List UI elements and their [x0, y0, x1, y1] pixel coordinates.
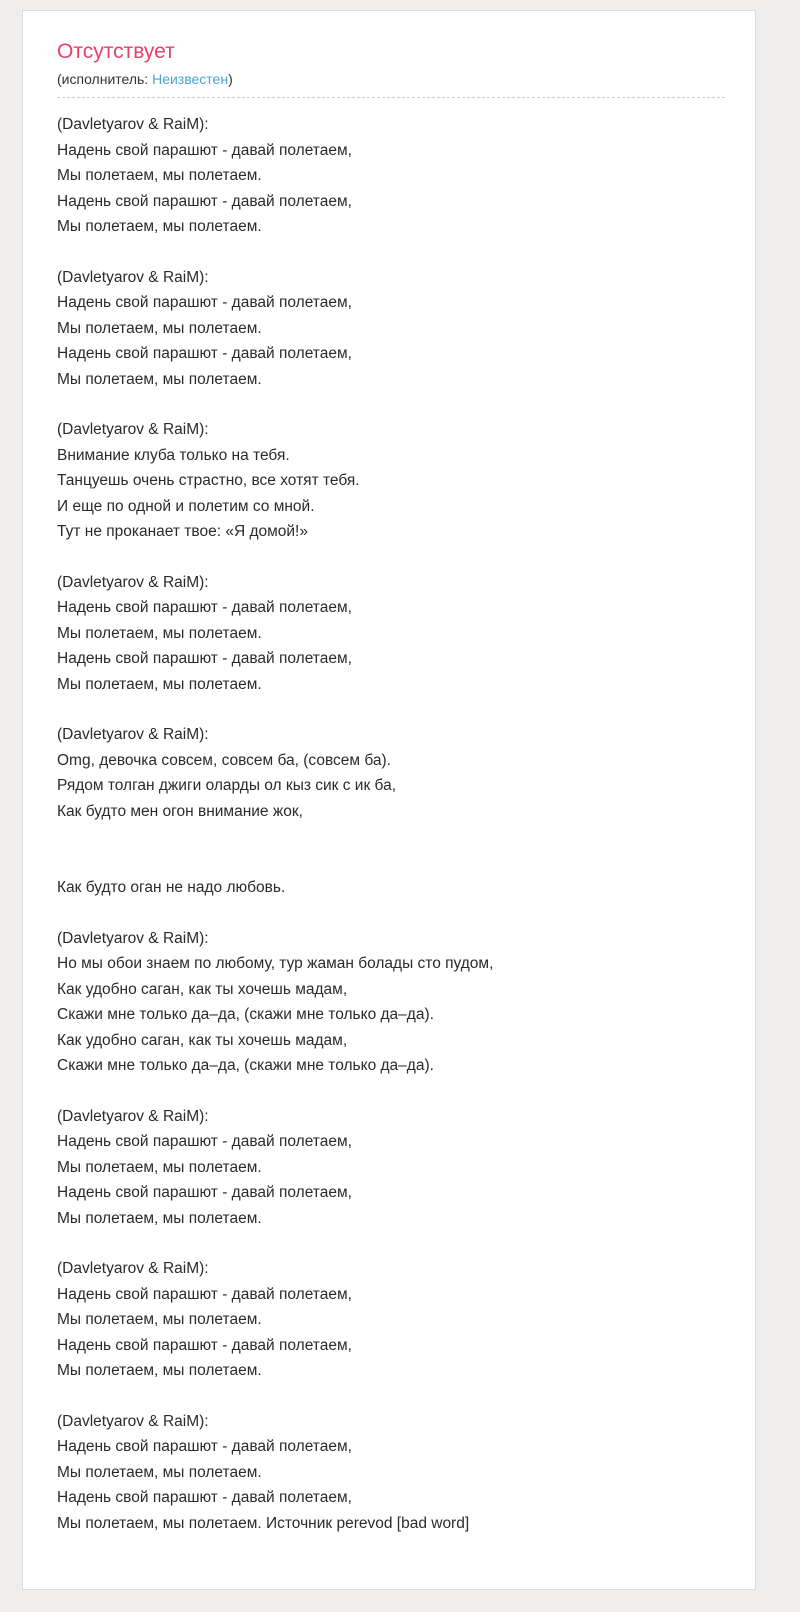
lyrics-line: (Davletyarov & RaiM):	[57, 573, 209, 591]
page-title: Отсутствует	[57, 40, 175, 63]
lyrics-line	[57, 850, 725, 876]
lyrics-block	[57, 417, 725, 545]
lyrics-line: Надень свой парашют - давай полетаем,	[57, 1184, 352, 1201]
lyrics-line: Скажи мне только да–да, (скажи мне только да–да).	[57, 1057, 434, 1074]
lyrics-line: Мы полетаем, мы полетаем.	[57, 1463, 262, 1481]
lyrics-line: Omg, девочка совсем, совсем ба, (совсем ба).	[57, 751, 391, 769]
lyrics-block	[57, 1409, 725, 1537]
artist-line	[57, 71, 725, 98]
lyrics-line: Мы полетаем, мы полетаем.	[57, 319, 262, 337]
lyrics-line: И еще по одной и полетим со мной.	[57, 497, 315, 515]
lyrics-line	[57, 824, 725, 850]
lyrics-line: Надень свой парашют - давай полетаем,	[57, 1438, 352, 1455]
lyrics-line: Надень свой парашют - давай полетаем,	[57, 141, 352, 159]
lyrics-line: Мы полетаем, мы полетаем. Источник perevod [bad word]	[57, 1514, 470, 1532]
lyrics-line: Скажи мне только да–да, (скажи мне только да–да).	[57, 1006, 434, 1023]
artist-link[interactable]: Неизвестен	[152, 71, 229, 87]
lyrics-line: Как будто мен огон внимание жок,	[57, 802, 303, 820]
lyrics-line: Надень свой парашют - давай полетаем,	[57, 345, 352, 362]
lyrics-line: Надень свой парашют - давай полетаем,	[57, 650, 352, 667]
lyrics-line: Надень свой парашют - давай полетаем,	[57, 192, 352, 210]
lyrics-block	[57, 1256, 725, 1384]
lyrics-block	[57, 722, 725, 901]
lyrics-line: Тут не проканает твое: «Я домой!»	[57, 523, 308, 540]
lyrics-line: Мы полетаем, мы полетаем.	[57, 624, 262, 642]
lyrics-line: (Davletyarov & RaiM):	[57, 1412, 209, 1430]
lyrics-block	[57, 926, 725, 1079]
lyrics-line: Мы полетаем, мы полетаем.	[57, 370, 262, 388]
artist-suffix-label: )	[228, 71, 233, 87]
lyrics-line: (Davletyarov & RaiM):	[57, 1107, 209, 1125]
lyrics-line: Но мы обои знаем по любому, тур жаман болады сто пудом,	[57, 955, 494, 972]
lyrics-line: Надень свой парашют - давай полетаем,	[57, 294, 352, 311]
lyrics-line: Надень свой парашют - давай полетаем,	[57, 1285, 352, 1303]
lyrics-line: (Davletyarov & RaiM):	[57, 116, 209, 133]
lyrics-line: Рядом толган джиги оларды ол кыз сик с ик ба,	[57, 777, 396, 794]
lyrics-line: Как будто оган не надо любовь.	[57, 879, 286, 896]
lyrics-block	[57, 112, 725, 240]
lyrics-line: Мы полетаем, мы полетаем.	[57, 1209, 262, 1227]
lyrics-line: Мы полетаем, мы полетаем.	[57, 1362, 262, 1379]
lyrics-line: Надень свой парашют - давай полетаем,	[57, 1336, 352, 1354]
lyrics-body	[57, 112, 725, 1536]
lyrics-line: (Davletyarov & RaiM):	[57, 268, 209, 286]
lyrics-line: Мы полетаем, мы полетаем.	[57, 1158, 262, 1176]
lyrics-line: Мы полетаем, мы полетаем.	[57, 675, 262, 693]
lyrics-block	[57, 265, 725, 393]
lyrics-line: Мы полетаем, мы полетаем.	[57, 1311, 262, 1328]
lyrics-line: Как удобно саган, как ты хочешь мадам,	[57, 980, 348, 998]
lyrics-page	[22, 10, 756, 1590]
lyrics-block	[57, 570, 725, 698]
lyrics-line: Надень свой парашют - давай полетаем,	[57, 1133, 352, 1150]
lyrics-line: Внимание клуба только на тебя.	[57, 446, 290, 464]
artist-prefix-label: (исполнитель:	[57, 71, 149, 87]
lyrics-line: Танцуешь очень страстно, все хотят тебя.	[57, 472, 360, 489]
lyrics-line: Надень свой парашют - давай полетаем,	[57, 599, 352, 616]
lyrics-block	[57, 1104, 725, 1232]
lyrics-line: (Davletyarov & RaiM):	[57, 726, 209, 743]
lyrics-line: Как удобно саган, как ты хочешь мадам,	[57, 1031, 348, 1049]
lyrics-line: Мы полетаем, мы полетаем.	[57, 218, 262, 235]
lyrics-line: (Davletyarov & RaiM):	[57, 1260, 209, 1277]
lyrics-line: Надень свой парашют - давай полетаем,	[57, 1489, 352, 1506]
lyrics-line: Мы полетаем, мы полетаем.	[57, 167, 262, 184]
lyrics-line: (Davletyarov & RaiM):	[57, 421, 209, 438]
lyrics-line: (Davletyarov & RaiM):	[57, 929, 209, 947]
